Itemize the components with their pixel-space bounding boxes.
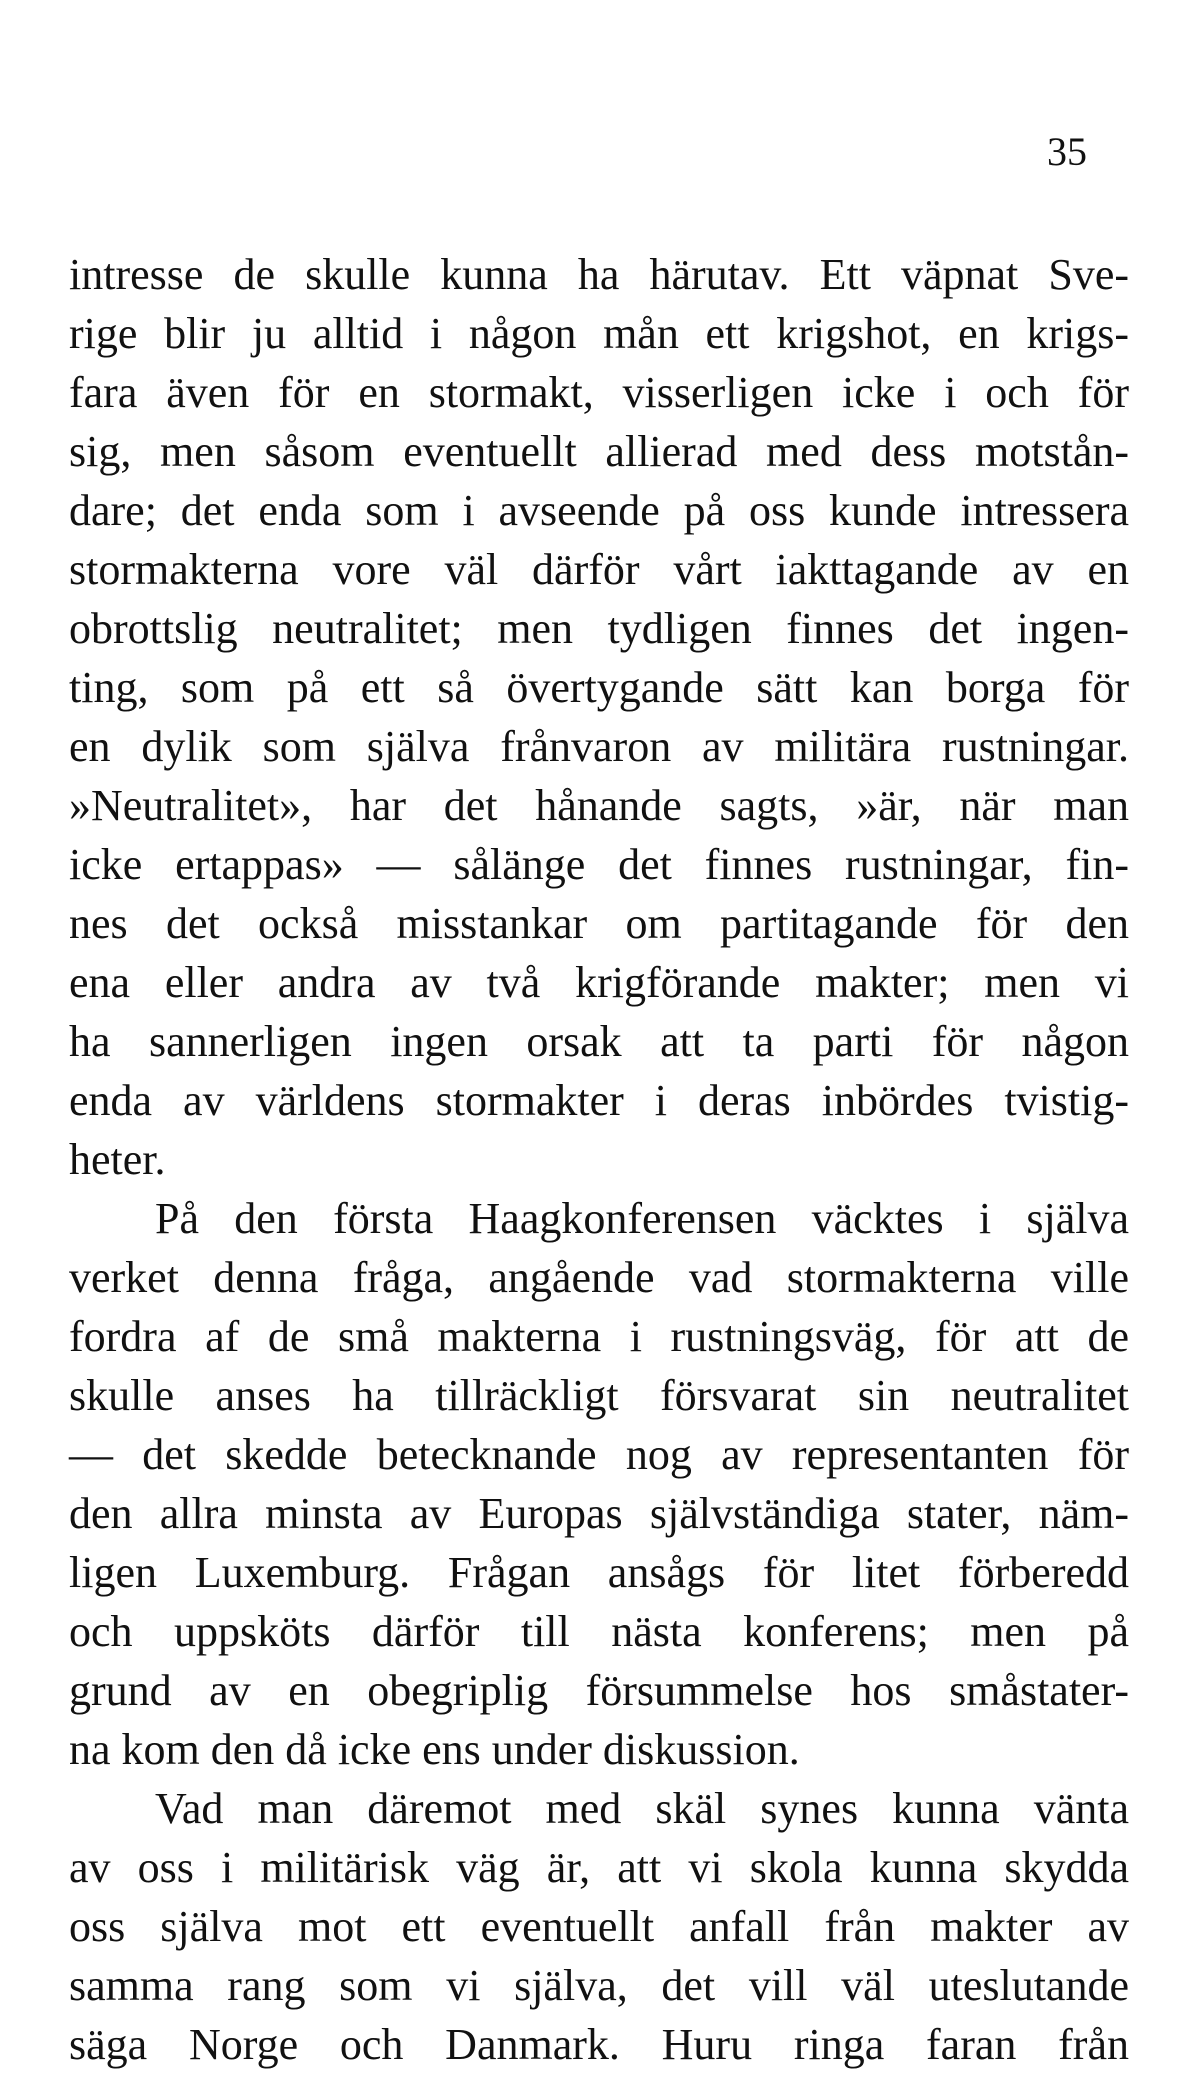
text-line: oss själva mot ett eventuellt anfall från makter av [69,1902,1129,1951]
text-line: fordra af de små makterna i rustningsväg, för att de [69,1312,1129,1361]
paragraph-first-line: På den första Haagkonferensen väcktes i själva [155,1194,1129,1243]
text-line: intresse de skulle kunna ha härutav. Ett väpnat Sve- [69,250,1129,299]
text-line: na kom den då icke ens under diskussion. [69,1725,800,1774]
text-line: verket denna fråga, angående vad stormakterna ville [69,1253,1129,1302]
text-line: säga Norge och Danmark. Huru ringa faran från [69,2020,1129,2069]
text-line: »Neutralitet», har det hånande sagts, »är, när man [69,781,1129,830]
text-line: fara även för en stormakt, visserligen icke i och för [69,368,1129,417]
paragraph-first-line: Vad man däremot med skäl synes kunna vänta [155,1784,1129,1833]
text-line: sig, men såsom eventuellt allierad med dess motstån- [69,427,1129,476]
text-line: rige blir ju alltid i någon mån ett krigshot, en krigs- [69,309,1129,358]
text-line: ha sannerligen ingen orsak att ta parti för någon [69,1017,1129,1066]
text-line: samma rang som vi själva, det vill väl uteslutande [69,1961,1129,2010]
text-line: — det skedde betecknande nog av representanten för [69,1430,1129,1479]
text-line: en dylik som själva frånvaron av militära rustningar. [69,722,1129,771]
text-line: ligen Luxemburg. Frågan ansågs för litet förberedd [69,1548,1129,1597]
text-line: ena eller andra av två krigförande makter; men vi [69,958,1129,1007]
body-text [69,245,1129,2074]
text-line: av oss i militärisk väg är, att vi skola kunna skydda [69,1843,1129,1892]
text-line: nes det också misstankar om partitagande för den [69,899,1129,948]
text-line: heter. [69,1135,166,1184]
text-line: stormakterna vore väl därför vårt iakttagande av en [69,545,1129,594]
text-line: dare; det enda som i avseende på oss kunde intressera [69,486,1129,535]
text-line: icke ertappas» — sålänge det finnes rustningar, fin- [69,840,1129,889]
text-line: ting, som på ett så övertygande sätt kan borga för [69,663,1129,712]
text-line: skulle anses ha tillräckligt försvarat sin neutralitet [69,1371,1129,1420]
page-number: 35 [1047,129,1087,174]
text-line: och uppsköts därför till nästa konferens; men på [69,1607,1129,1656]
text-line: obrottslig neutralitet; men tydligen finnes det ingen- [69,604,1129,653]
text-line: den allra minsta av Europas självständiga stater, näm- [69,1489,1129,1538]
text-line: enda av världens stormakter i deras inbördes tvistig- [69,1076,1129,1125]
text-line: grund av en obegriplig försummelse hos småstater- [69,1666,1129,1715]
